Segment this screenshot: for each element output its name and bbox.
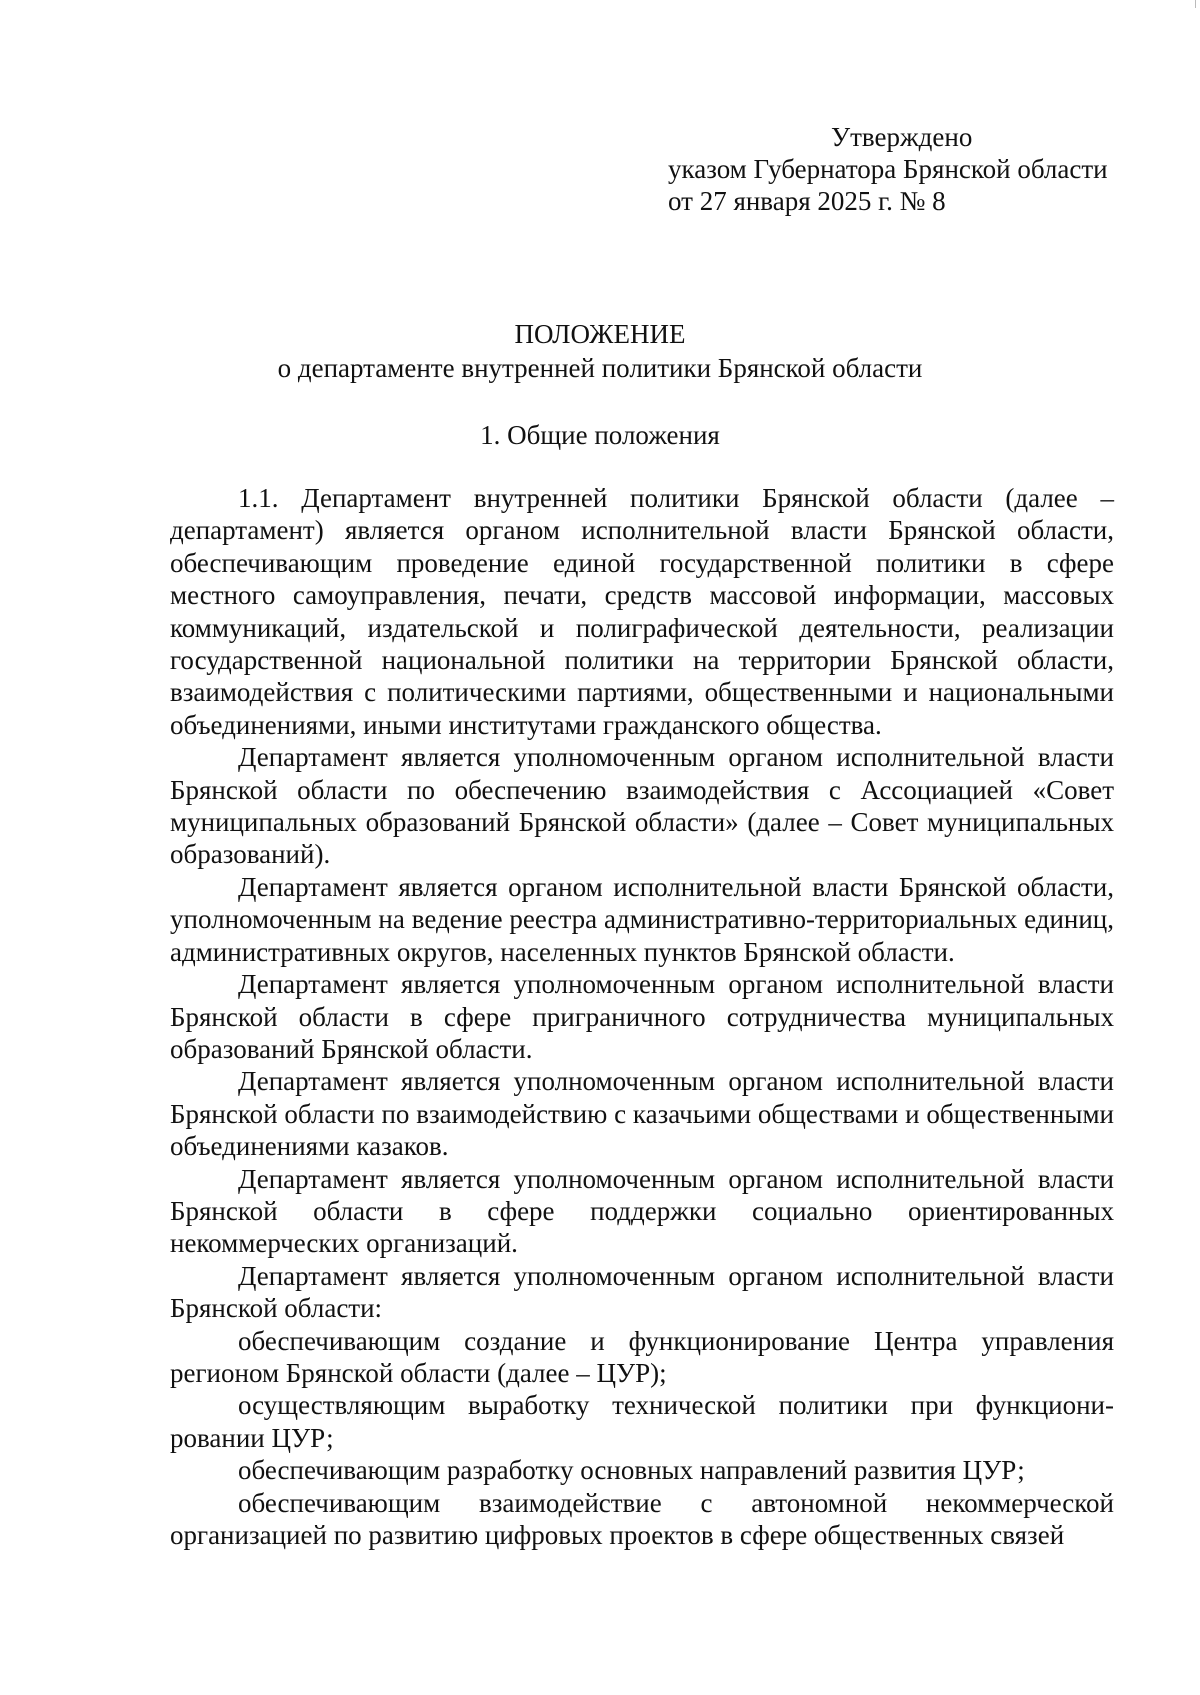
paragraph-nonprofits: Департамент является уполномоченным органом исполнительной власти Брянской области в сфере поддержки социально ориентированных некоммерческих организаций. (170, 1163, 1114, 1259)
paragraph-cur-intro: Департамент является уполномоченным органом исполнительной власти Брянской области: (170, 1260, 1114, 1324)
paragraph-council: Департамент является уполномоченным органом исполнительной власти Брянской области по обеспечению взаимодействия с Ассоциацией «Совет муниципальных образований Брянской области» (далее – Совет муниципальных образований). (170, 742, 1114, 870)
paragraph-cur-technical: осуществляющим выработку технической политики при функционировании ЦУР; (170, 1390, 1114, 1453)
document-title: ПОЛОЖЕНИЕ (514, 319, 686, 349)
approval-date-line: от 27 января 2025 г. № 8 (668, 186, 946, 216)
document-body (170, 482, 1114, 1551)
paragraph-registry: Департамент является органом исполнительной власти Брянской области, уполномоченным на ведение реестра административно-территориальных единиц, административных округов, населенных пунктов Брянской области. (170, 871, 1114, 967)
paragraph-1-1: 1.1. Департамент внутренней политики Брянской области (далее – департамент) является органом исполнительной власти Брянской области, обеспечивающим проведение единой государственной политики в сфере местного самоуправления, печати, средств массовой информации, массовых коммуникаций, издательской и полиграфической деятельности, реализации государственной национальной политики на территории Брянской области, взаимодействия с политическими партиями, общественными и национальными объединениями, иными институтами гражданского общества. (170, 483, 1114, 740)
section-heading: 1. Общие положения (480, 420, 720, 450)
paragraph-cur-development: обеспечивающим разработку основных направлений развития ЦУР; (238, 1455, 1025, 1486)
scan-mark (1195, 0, 1196, 8)
paragraph-border-cooperation: Департамент является уполномоченным органом исполнительной власти Брянской области в сфере приграничного сотрудничества муниципальных образований Брянской области. (170, 969, 1114, 1064)
approval-stamp-block (668, 121, 1108, 217)
paragraph-cur-creation: обеспечивающим создание и функционирование Центра управления регионом Брянской области (далее – ЦУР); (170, 1325, 1114, 1388)
approval-label: Утверждено (831, 122, 973, 152)
paragraph-cossacks: Департамент является уполномоченным органом исполнительной власти Брянской области по взаимодействию с казачьими обществами и общественными объединениями казаков. (170, 1066, 1114, 1162)
approval-decree-line: указом Губернатора Брянской области (668, 154, 1108, 184)
document-subtitle: о департаменте внутренней политики Брянской области (277, 353, 923, 383)
paragraph-cur-interaction: обеспечивающим взаимодействие с автономной некоммерческой организацией по развитию цифровых проектов в сфере общественных связей (170, 1487, 1114, 1550)
